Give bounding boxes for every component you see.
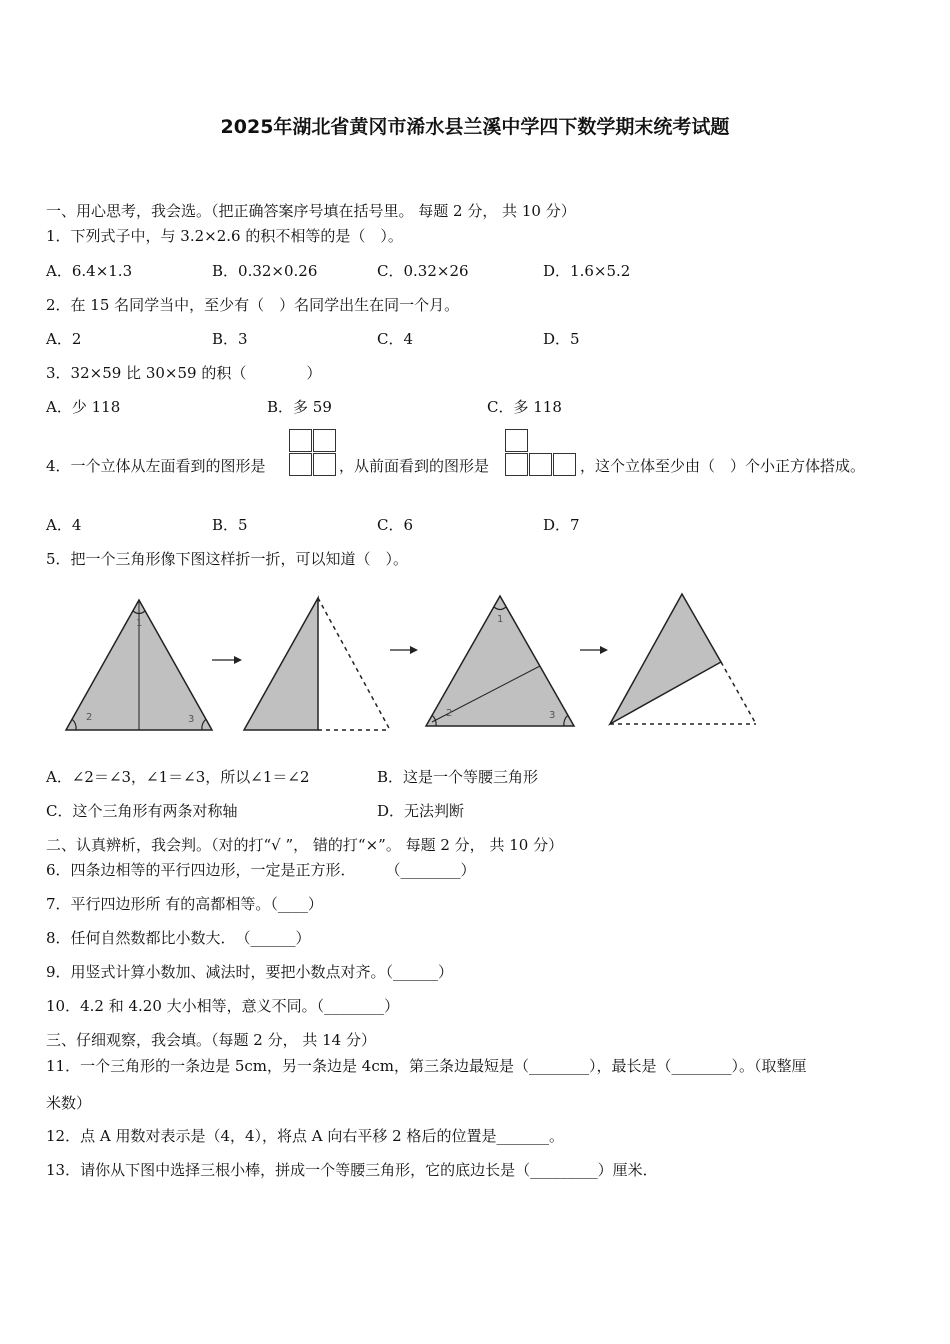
- question-9: 9．用竖式计算小数加、减法时，要把小数点对齐。（______）: [46, 963, 454, 981]
- triangle-4-folded: [610, 594, 721, 724]
- section-2-heading: 二、认真辨析，我会判。（对的打“√ ”， 错的打“×”。 每题 2 分， 共 10 分）: [46, 836, 564, 854]
- angle-label-2: 2: [86, 712, 93, 723]
- section-1-heading: 一、用心思考，我会选。（把正确答案序号填在括号里。 每题 2 分， 共 10 分）: [46, 202, 576, 220]
- angle-label-3: 3: [188, 714, 195, 725]
- q5-option-c: C．这个三角形有两条对称轴: [46, 802, 238, 820]
- question-11-continued: 米数）: [46, 1094, 92, 1112]
- q3-option-b: B．多 59: [267, 398, 332, 416]
- question-1: 1．下列式子中，与 3.2×2.6 的积不相等的是（ ）。: [46, 227, 403, 245]
- q1-option-a: A．6.4×1.3: [46, 262, 133, 280]
- q3-option-c: C．多 118: [487, 398, 562, 416]
- question-12: 12．点 A 用数对表示是（4，4），将点 A 向右平移 2 格后的位置是_______。: [46, 1127, 564, 1145]
- angle-label-1: 1: [136, 618, 143, 629]
- q3-option-a: A．少 118: [46, 398, 121, 416]
- question-6: 6．四条边相等的平行四边形，一定是正方形． （________）: [46, 861, 476, 879]
- angle-label-1b: 1: [497, 614, 504, 625]
- question-2: 2．在 15 名同学当中，至少有（ ）名同学出生在同一个月。: [46, 296, 460, 314]
- q2-option-c: C．4: [377, 330, 414, 348]
- q1-option-d: D．1.6×5.2: [543, 262, 631, 280]
- q5-option-b: B．这是一个等腰三角形: [377, 768, 539, 786]
- q1-option-b: B．0.32×0.26: [212, 262, 318, 280]
- question-13: 13．请你从下图中选择三根小棒，拼成一个等腰三角形，它的底边长是（_________）厘米．: [46, 1161, 658, 1179]
- q2-option-b: B．3: [212, 330, 248, 348]
- q5-option-a: A．∠2＝∠3，∠1＝∠3，所以∠1＝∠2: [46, 768, 310, 786]
- q1-option-c: C．0.32×26: [377, 262, 469, 280]
- angle-label-3b: 3: [549, 710, 556, 721]
- triangle-2-half: [244, 598, 318, 730]
- question-4-part1: 4．一个立体从左面看到的图形是: [46, 457, 266, 475]
- section-3-heading: 三、仔细观察，我会填。（每题 2 分， 共 14 分）: [46, 1031, 376, 1049]
- question-8: 8．任何自然数都比小数大． （______）: [46, 929, 311, 947]
- question-4-part3: ，这个立体至少由（ ）个小正方体搭成。: [580, 457, 866, 475]
- q4-option-d: D．7: [543, 516, 580, 534]
- q5-option-d: D．无法判断: [377, 802, 465, 820]
- question-7: 7．平行四边形所 有的高都相等。（____）: [46, 895, 323, 913]
- page-title: 2025年湖北省黄冈市浠水县兰溪中学四下数学期末统考试题: [220, 116, 730, 138]
- question-10: 10．4.2 和 4.20 大小相等，意义不同。（________）: [46, 997, 400, 1015]
- angle-label-2b: 2: [446, 708, 453, 719]
- q4-option-b: B．5: [212, 516, 248, 534]
- q2-option-d: D．5: [543, 330, 580, 348]
- question-11: 11．一个三角形的一条边是 5cm，另一条边是 4cm，第三条边最短是（________），最长是（________）。（取整厘: [46, 1057, 807, 1075]
- q2-option-a: A．2: [46, 330, 82, 348]
- question-4-part2: ，从前面看到的图形是: [339, 457, 490, 475]
- q4-option-c: C．6: [377, 516, 414, 534]
- question-3: 3．32×59 比 30×59 的积（ ）: [46, 364, 322, 382]
- q4-option-a: A．4: [46, 516, 82, 534]
- question-5: 5．把一个三角形像下图这样折一折，可以知道（ ）。: [46, 550, 409, 568]
